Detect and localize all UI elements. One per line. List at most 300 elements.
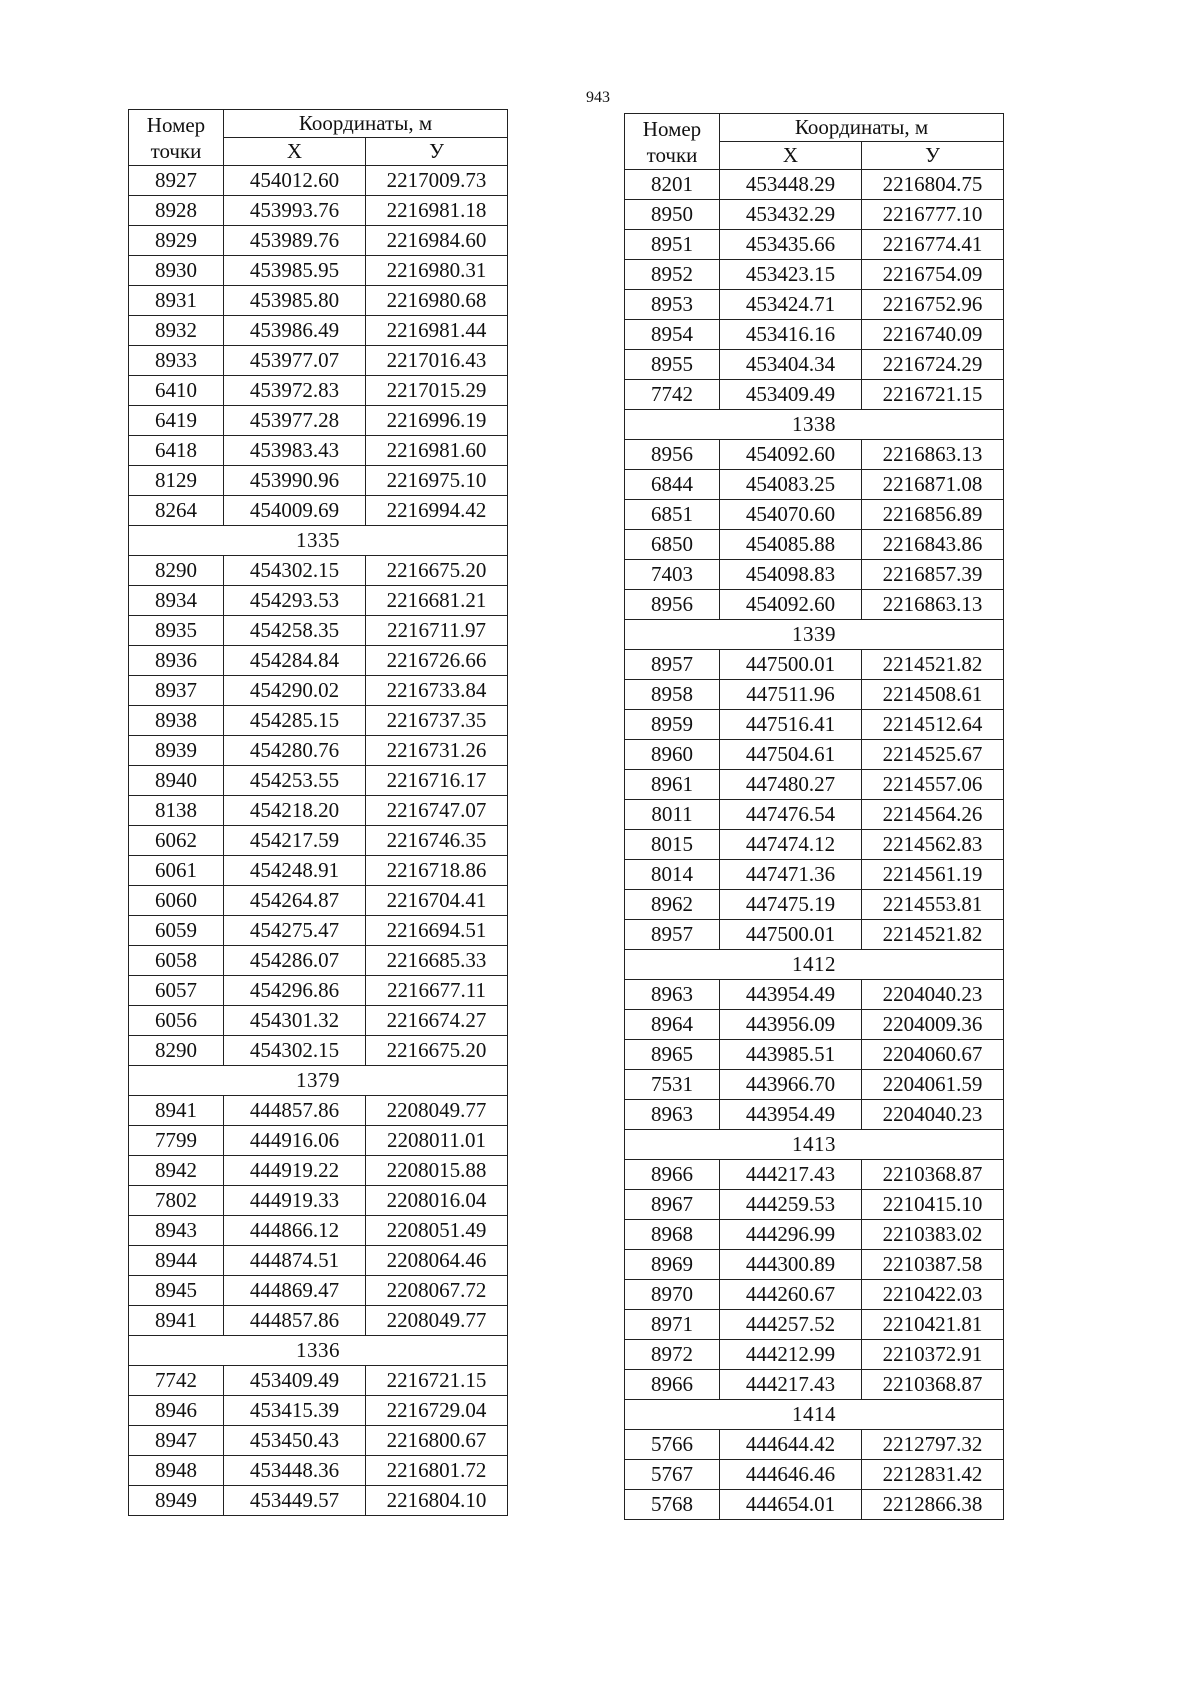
y-coordinate-cell: 2210415.10 (862, 1190, 1004, 1220)
point-number-cell: 8957 (625, 920, 720, 950)
table-body-right (625, 170, 1004, 1520)
table-row (129, 1096, 508, 1126)
y-coordinate-cell: 2212831.42 (862, 1460, 1004, 1490)
table-row (129, 556, 508, 586)
section-row (625, 1130, 1004, 1160)
table-row (129, 406, 508, 436)
point-number-cell: 8963 (625, 1100, 720, 1130)
point-number-cell: 8201 (625, 170, 720, 200)
page-number: 943 (586, 89, 610, 106)
point-number-cell: 6062 (129, 826, 224, 856)
y-coordinate-cell: 2214564.26 (862, 800, 1004, 830)
y-coordinate-cell: 2216681.21 (366, 586, 508, 616)
y-coordinate-cell: 2216731.26 (366, 736, 508, 766)
y-coordinate-cell: 2216746.35 (366, 826, 508, 856)
point-number-cell: 7531 (625, 1070, 720, 1100)
table-row (625, 740, 1004, 770)
y-coordinate-cell: 2214557.06 (862, 770, 1004, 800)
x-coordinate-cell: 453985.95 (224, 256, 366, 286)
section-number: 1412 (625, 950, 1004, 980)
y-coordinate-cell: 2214561.19 (862, 860, 1004, 890)
x-coordinate-cell: 453404.34 (720, 350, 862, 380)
table-row (129, 1396, 508, 1426)
table-row (129, 1456, 508, 1486)
point-number-cell: 8966 (625, 1160, 720, 1190)
point-number-cell: 8932 (129, 316, 224, 346)
y-coordinate-cell: 2216675.20 (366, 556, 508, 586)
point-number-cell: 7799 (129, 1126, 224, 1156)
x-coordinate-cell: 453409.49 (720, 380, 862, 410)
y-coordinate-cell: 2216674.27 (366, 1006, 508, 1036)
y-coordinate-cell: 2214553.81 (862, 890, 1004, 920)
section-row (625, 410, 1004, 440)
table-row (625, 650, 1004, 680)
x-coordinate-cell: 453990.96 (224, 466, 366, 496)
point-number-cell: 6844 (625, 470, 720, 500)
section-number: 1336 (129, 1336, 508, 1366)
y-coordinate-cell: 2208011.01 (366, 1126, 508, 1156)
y-coordinate-cell: 2216740.09 (862, 320, 1004, 350)
x-coordinate-cell: 454092.60 (720, 590, 862, 620)
section-row (129, 526, 508, 556)
y-coordinate-cell: 2214512.64 (862, 710, 1004, 740)
table-row (625, 1160, 1004, 1190)
x-coordinate-cell: 453989.76 (224, 226, 366, 256)
x-coordinate-cell: 454253.55 (224, 766, 366, 796)
coordinates-table-left (128, 109, 508, 1516)
point-number-cell: 7403 (625, 560, 720, 590)
y-coordinate-cell: 2214521.82 (862, 920, 1004, 950)
y-coordinate-cell: 2210383.02 (862, 1220, 1004, 1250)
header-point-number: Номер точки (625, 114, 720, 170)
point-number-cell: 8938 (129, 706, 224, 736)
point-number-cell: 8960 (625, 740, 720, 770)
table-row (625, 1070, 1004, 1100)
x-coordinate-cell: 453972.83 (224, 376, 366, 406)
x-coordinate-cell: 454302.15 (224, 556, 366, 586)
x-coordinate-cell: 453448.36 (224, 1456, 366, 1486)
point-number-cell: 7802 (129, 1186, 224, 1216)
x-coordinate-cell: 447480.27 (720, 770, 862, 800)
point-number-cell: 8951 (625, 230, 720, 260)
table-row (129, 1216, 508, 1246)
point-number-cell: 8935 (129, 616, 224, 646)
point-number-cell: 8949 (129, 1486, 224, 1516)
table-row (625, 1220, 1004, 1250)
point-number-cell: 8969 (625, 1250, 720, 1280)
y-coordinate-cell: 2216777.10 (862, 200, 1004, 230)
table-row (129, 376, 508, 406)
x-coordinate-cell: 447516.41 (720, 710, 862, 740)
y-coordinate-cell: 2204060.67 (862, 1040, 1004, 1070)
y-coordinate-cell: 2216863.13 (862, 590, 1004, 620)
table-row (625, 1010, 1004, 1040)
table-row (625, 1310, 1004, 1340)
x-coordinate-cell: 453435.66 (720, 230, 862, 260)
point-number-cell: 8955 (625, 350, 720, 380)
table-row (129, 946, 508, 976)
table-row (129, 1156, 508, 1186)
table-row (625, 500, 1004, 530)
table-row (129, 1246, 508, 1276)
x-coordinate-cell: 453416.16 (720, 320, 862, 350)
table-row (625, 350, 1004, 380)
x-coordinate-cell: 454285.15 (224, 706, 366, 736)
y-coordinate-cell: 2214521.82 (862, 650, 1004, 680)
table-body-left (129, 166, 508, 1516)
x-coordinate-cell: 447504.61 (720, 740, 862, 770)
y-coordinate-cell: 2210421.81 (862, 1310, 1004, 1340)
point-number-cell: 6056 (129, 1006, 224, 1036)
point-number-cell: 8936 (129, 646, 224, 676)
y-coordinate-cell: 2216996.19 (366, 406, 508, 436)
x-coordinate-cell: 444866.12 (224, 1216, 366, 1246)
y-coordinate-cell: 2216871.08 (862, 470, 1004, 500)
point-number-cell: 8928 (129, 196, 224, 226)
y-coordinate-cell: 2212797.32 (862, 1430, 1004, 1460)
y-coordinate-cell: 2208016.04 (366, 1186, 508, 1216)
header-y: У (862, 142, 1004, 170)
table-row (625, 1370, 1004, 1400)
point-number-cell: 8929 (129, 226, 224, 256)
table-row (625, 470, 1004, 500)
section-number: 1335 (129, 526, 508, 556)
table-row (625, 1100, 1004, 1130)
point-number-cell: 8967 (625, 1190, 720, 1220)
y-coordinate-cell: 2208049.77 (366, 1306, 508, 1336)
x-coordinate-cell: 447476.54 (720, 800, 862, 830)
table-row (129, 766, 508, 796)
y-coordinate-cell: 2216804.75 (862, 170, 1004, 200)
table-row (625, 1490, 1004, 1520)
table-row (625, 260, 1004, 290)
y-coordinate-cell: 2216726.66 (366, 646, 508, 676)
table-row (129, 196, 508, 226)
x-coordinate-cell: 444919.33 (224, 1186, 366, 1216)
x-coordinate-cell: 454296.86 (224, 976, 366, 1006)
y-coordinate-cell: 2210368.87 (862, 1370, 1004, 1400)
point-number-cell: 8970 (625, 1280, 720, 1310)
x-coordinate-cell: 444260.67 (720, 1280, 862, 1310)
y-coordinate-cell: 2216747.07 (366, 796, 508, 826)
x-coordinate-cell: 454085.88 (720, 530, 862, 560)
point-number-cell: 6059 (129, 916, 224, 946)
y-coordinate-cell: 2216863.13 (862, 440, 1004, 470)
table-row (129, 1126, 508, 1156)
table-row (129, 586, 508, 616)
y-coordinate-cell: 2216804.10 (366, 1486, 508, 1516)
table-row (625, 860, 1004, 890)
x-coordinate-cell: 444646.46 (720, 1460, 862, 1490)
x-coordinate-cell: 454280.76 (224, 736, 366, 766)
y-coordinate-cell: 2214525.67 (862, 740, 1004, 770)
table-row (625, 800, 1004, 830)
x-coordinate-cell: 454009.69 (224, 496, 366, 526)
x-coordinate-cell: 454264.87 (224, 886, 366, 916)
header-y: У (366, 138, 508, 166)
point-number-cell: 8965 (625, 1040, 720, 1070)
point-number-cell: 8290 (129, 1036, 224, 1066)
table-row (625, 380, 1004, 410)
y-coordinate-cell: 2216704.41 (366, 886, 508, 916)
point-number-cell: 8015 (625, 830, 720, 860)
header-x: X (224, 138, 366, 166)
x-coordinate-cell: 453409.49 (224, 1366, 366, 1396)
x-coordinate-cell: 453985.80 (224, 286, 366, 316)
y-coordinate-cell: 2212866.38 (862, 1490, 1004, 1520)
point-number-cell: 8966 (625, 1370, 720, 1400)
x-coordinate-cell: 444857.86 (224, 1306, 366, 1336)
x-coordinate-cell: 444300.89 (720, 1250, 862, 1280)
x-coordinate-cell: 453986.49 (224, 316, 366, 346)
x-coordinate-cell: 444857.86 (224, 1096, 366, 1126)
y-coordinate-cell: 2204061.59 (862, 1070, 1004, 1100)
table-row (129, 916, 508, 946)
x-coordinate-cell: 454217.59 (224, 826, 366, 856)
section-number: 1413 (625, 1130, 1004, 1160)
x-coordinate-cell: 453424.71 (720, 290, 862, 320)
x-coordinate-cell: 447475.19 (720, 890, 862, 920)
x-coordinate-cell: 444296.99 (720, 1220, 862, 1250)
header-coordinates: Координаты, м (720, 114, 1004, 142)
x-coordinate-cell: 447474.12 (720, 830, 862, 860)
x-coordinate-cell: 447500.01 (720, 920, 862, 950)
x-coordinate-cell: 453983.43 (224, 436, 366, 466)
table-row (129, 166, 508, 196)
y-coordinate-cell: 2216729.04 (366, 1396, 508, 1426)
header-x: X (720, 142, 862, 170)
point-number-cell: 6057 (129, 976, 224, 1006)
point-number-cell: 6058 (129, 946, 224, 976)
y-coordinate-cell: 2204040.23 (862, 980, 1004, 1010)
x-coordinate-cell: 444212.99 (720, 1340, 862, 1370)
y-coordinate-cell: 2208067.72 (366, 1276, 508, 1306)
y-coordinate-cell: 2216774.41 (862, 230, 1004, 260)
y-coordinate-cell: 2216752.96 (862, 290, 1004, 320)
point-number-cell: 8971 (625, 1310, 720, 1340)
table-row (129, 1276, 508, 1306)
x-coordinate-cell: 444919.22 (224, 1156, 366, 1186)
y-coordinate-cell: 2216677.11 (366, 976, 508, 1006)
table-row (129, 1306, 508, 1336)
x-coordinate-cell: 444869.47 (224, 1276, 366, 1306)
table-row (129, 796, 508, 826)
x-coordinate-cell: 453423.15 (720, 260, 862, 290)
y-coordinate-cell: 2216801.72 (366, 1456, 508, 1486)
x-coordinate-cell: 453977.07 (224, 346, 366, 376)
x-coordinate-cell: 447471.36 (720, 860, 862, 890)
y-coordinate-cell: 2208049.77 (366, 1096, 508, 1126)
point-number-cell: 8290 (129, 556, 224, 586)
y-coordinate-cell: 2216754.09 (862, 260, 1004, 290)
x-coordinate-cell: 454248.91 (224, 856, 366, 886)
y-coordinate-cell: 2217016.43 (366, 346, 508, 376)
table-row (625, 770, 1004, 800)
x-coordinate-cell: 447511.96 (720, 680, 862, 710)
y-coordinate-cell: 2216694.51 (366, 916, 508, 946)
point-number-cell: 8940 (129, 766, 224, 796)
x-coordinate-cell: 443954.49 (720, 1100, 862, 1130)
point-number-cell: 8964 (625, 1010, 720, 1040)
table-row (129, 1426, 508, 1456)
y-coordinate-cell: 2217015.29 (366, 376, 508, 406)
header-point-number: Номер точки (129, 110, 224, 166)
point-number-cell: 5767 (625, 1460, 720, 1490)
x-coordinate-cell: 444217.43 (720, 1160, 862, 1190)
x-coordinate-cell: 443966.70 (720, 1070, 862, 1100)
table-row (129, 706, 508, 736)
point-number-cell: 8961 (625, 770, 720, 800)
y-coordinate-cell: 2210422.03 (862, 1280, 1004, 1310)
x-coordinate-cell: 444916.06 (224, 1126, 366, 1156)
y-coordinate-cell: 2208051.49 (366, 1216, 508, 1246)
x-coordinate-cell: 453415.39 (224, 1396, 366, 1426)
table-row (625, 230, 1004, 260)
table-row (129, 346, 508, 376)
point-number-cell: 8959 (625, 710, 720, 740)
x-coordinate-cell: 453448.29 (720, 170, 862, 200)
point-number-cell: 8942 (129, 1156, 224, 1186)
table-row (625, 530, 1004, 560)
x-coordinate-cell: 454286.07 (224, 946, 366, 976)
table-row (625, 170, 1004, 200)
table-row (129, 496, 508, 526)
x-coordinate-cell: 444217.43 (720, 1370, 862, 1400)
point-number-cell: 8933 (129, 346, 224, 376)
point-number-cell: 6851 (625, 500, 720, 530)
x-coordinate-cell: 454301.32 (224, 1006, 366, 1036)
y-coordinate-cell: 2216981.44 (366, 316, 508, 346)
table-row (129, 1006, 508, 1036)
table-row (625, 830, 1004, 860)
x-coordinate-cell: 453450.43 (224, 1426, 366, 1456)
point-number-cell: 8947 (129, 1426, 224, 1456)
point-number-cell: 5766 (625, 1430, 720, 1460)
table-row (625, 980, 1004, 1010)
point-number-cell: 6418 (129, 436, 224, 466)
table-row (129, 736, 508, 766)
x-coordinate-cell: 454302.15 (224, 1036, 366, 1066)
x-coordinate-cell: 453977.28 (224, 406, 366, 436)
y-coordinate-cell: 2216800.67 (366, 1426, 508, 1456)
y-coordinate-cell: 2216733.84 (366, 676, 508, 706)
y-coordinate-cell: 2214508.61 (862, 680, 1004, 710)
point-number-cell: 8958 (625, 680, 720, 710)
point-number-cell: 8963 (625, 980, 720, 1010)
table-row (625, 440, 1004, 470)
x-coordinate-cell: 454218.20 (224, 796, 366, 826)
x-coordinate-cell: 453993.76 (224, 196, 366, 226)
point-number-cell: 8943 (129, 1216, 224, 1246)
y-coordinate-cell: 2216984.60 (366, 226, 508, 256)
y-coordinate-cell: 2216857.39 (862, 560, 1004, 590)
y-coordinate-cell: 2216711.97 (366, 616, 508, 646)
point-number-cell: 8950 (625, 200, 720, 230)
point-number-cell: 8954 (625, 320, 720, 350)
table-row (625, 560, 1004, 590)
table-row (129, 826, 508, 856)
point-number-cell: 8138 (129, 796, 224, 826)
point-number-cell: 8952 (625, 260, 720, 290)
x-coordinate-cell: 454275.47 (224, 916, 366, 946)
y-coordinate-cell: 2216718.86 (366, 856, 508, 886)
point-number-cell: 8264 (129, 496, 224, 526)
y-coordinate-cell: 2216721.15 (862, 380, 1004, 410)
table-row (129, 1186, 508, 1216)
table-row (625, 290, 1004, 320)
point-number-cell: 8941 (129, 1096, 224, 1126)
point-number-cell: 6410 (129, 376, 224, 406)
point-number-cell: 8944 (129, 1246, 224, 1276)
table-row (625, 890, 1004, 920)
point-number-cell: 8957 (625, 650, 720, 680)
y-coordinate-cell: 2210372.91 (862, 1340, 1004, 1370)
point-number-cell: 8962 (625, 890, 720, 920)
coordinates-table-right (624, 113, 1004, 1520)
point-number-cell: 8953 (625, 290, 720, 320)
y-coordinate-cell: 2216980.68 (366, 286, 508, 316)
point-number-cell: 5768 (625, 1490, 720, 1520)
section-number: 1414 (625, 1400, 1004, 1430)
y-coordinate-cell: 2216675.20 (366, 1036, 508, 1066)
section-number: 1339 (625, 620, 1004, 650)
point-number-cell: 8014 (625, 860, 720, 890)
point-number-cell: 8972 (625, 1340, 720, 1370)
table-row (625, 710, 1004, 740)
y-coordinate-cell: 2204040.23 (862, 1100, 1004, 1130)
x-coordinate-cell: 444874.51 (224, 1246, 366, 1276)
y-coordinate-cell: 2216994.42 (366, 496, 508, 526)
table-row (129, 976, 508, 1006)
y-coordinate-cell: 2216975.10 (366, 466, 508, 496)
point-number-cell: 8956 (625, 590, 720, 620)
x-coordinate-cell: 443954.49 (720, 980, 862, 1010)
section-row (129, 1336, 508, 1366)
point-number-cell: 8968 (625, 1220, 720, 1250)
y-coordinate-cell: 2204009.36 (862, 1010, 1004, 1040)
x-coordinate-cell: 454070.60 (720, 500, 862, 530)
table-row (129, 1366, 508, 1396)
y-coordinate-cell: 2210387.58 (862, 1250, 1004, 1280)
y-coordinate-cell: 2216843.86 (862, 530, 1004, 560)
table-row (129, 316, 508, 346)
section-row (625, 620, 1004, 650)
point-number-cell: 8129 (129, 466, 224, 496)
table-row (129, 676, 508, 706)
point-number-cell: 8937 (129, 676, 224, 706)
y-coordinate-cell: 2216724.29 (862, 350, 1004, 380)
table-row (129, 436, 508, 466)
y-coordinate-cell: 2216981.60 (366, 436, 508, 466)
point-number-cell: 8931 (129, 286, 224, 316)
y-coordinate-cell: 2216716.17 (366, 766, 508, 796)
x-coordinate-cell: 454258.35 (224, 616, 366, 646)
table-row (625, 1430, 1004, 1460)
point-number-cell: 7742 (625, 380, 720, 410)
table-row (625, 590, 1004, 620)
y-coordinate-cell: 2216737.35 (366, 706, 508, 736)
x-coordinate-cell: 444257.52 (720, 1310, 862, 1340)
section-row (625, 1400, 1004, 1430)
header-coordinates: Координаты, м (224, 110, 508, 138)
table-row (129, 1486, 508, 1516)
table-row (129, 466, 508, 496)
section-row (129, 1066, 508, 1096)
table-row (625, 1340, 1004, 1370)
x-coordinate-cell: 444259.53 (720, 1190, 862, 1220)
table-row (625, 920, 1004, 950)
table-row (625, 680, 1004, 710)
